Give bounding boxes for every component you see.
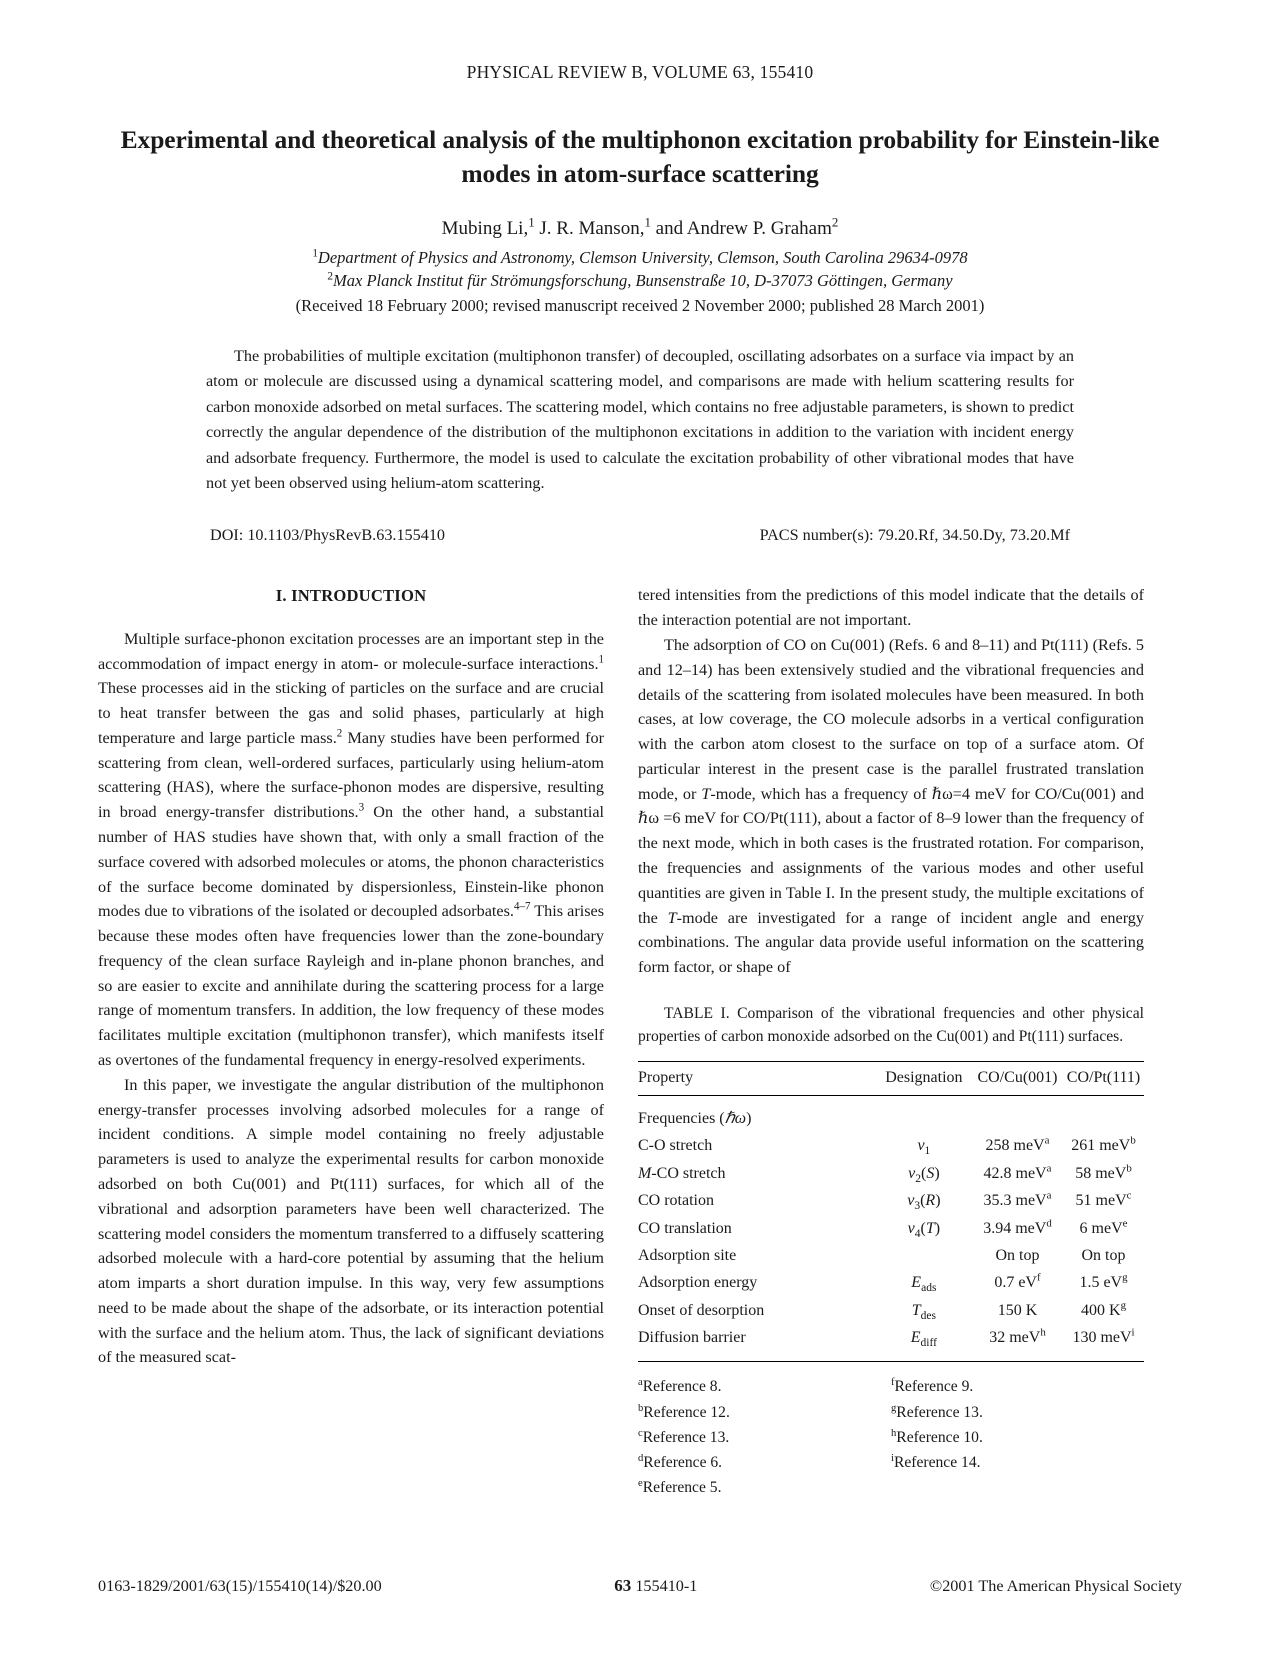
table-row [638,1105,1144,1132]
row-designation-eads: $E_{ads}$ [911,1274,937,1295]
footnote-g: $^g$Reference 13. [891,1402,983,1421]
table-header-cu: CO/Cu(001) [977,1068,1058,1086]
table-caption: TABLE I. Comparison of the vibrational frequencies and other physical properties of carbon monoxide adsorbed on the Cu(001) and Pt(111) surfaces. [638,1004,1144,1046]
footer-volume: 63 [614,1576,632,1595]
row-designation-nu2: $\nu_2(S)$ [908,1164,940,1185]
row-property-adsorption-site: Adsorption site [638,1246,737,1264]
right-paragraph-2: The adsorption of CO on Cu(001) (Refs. 6 and 8–11) and Pt(111) (Refs. 5 and 12–14) has been extensively studied and the vibrational frequencies and details of the scattering from isolated molecules have been measured. In both cases, at low coverage, the CO molecule adsorbs in a vertical configuration with the carbon atom closest to the surface on top of a surface atom. Of particular interest in the present case is the parallel frustrated translation mode, or T-mode, which has a frequency of ℏω=4 meV for CO/Cu(001) and ℏω =6 meV for CO/Pt(111), about a factor of 8–9 lower than the frequency of the next mode, which in both cases is the frustrated rotation. For comparison, the frequencies and assignments of the various modes and other useful quantities are given in Table I. In the present study, the multiple excitations of the T-mode are investigated for a range of incident angle and energy combinations. The angular data provide useful information on the scattering form factor, or shape of [638,635,1144,977]
row-property-diffusion-barrier: Diffusion barrier [638,1329,746,1347]
received-dates: (Received 18 February 2000; revised manuscript received 2 November 2000; published 28 March 2001) [295,296,985,316]
table-footnotes-right [891,1374,1144,1500]
author-name-3: and Andrew P. Graham [650,217,832,239]
pacs-text: PACS number(s): 79.20.Rf, 34.50.Dy, 73.20.Mf [759,526,1070,545]
footnote-d: $^d$Reference 6. [638,1452,723,1472]
row-designation-nu4: $\nu_4(T)$ [907,1219,941,1240]
table-header-row [638,1062,1144,1096]
row-property-adsorption-energy: Adsorption energy [638,1274,758,1292]
row-designation-tdes: $T_{des}$ [911,1301,936,1323]
affiliation-marker-2: 2 [327,270,333,283]
table-properties [638,1061,1144,1363]
footer-issn: 0163-1829/2001/63(15)/155410(14)/$20.00 [98,1577,382,1595]
row-pt-adsorption-energy: 1.5 $eV^g$ [1079,1272,1128,1292]
affiliation-1 [98,246,1182,269]
row-cu-onset-desorption: 150 K [997,1301,1038,1319]
footnote-b: $^b$Reference 12. [638,1402,730,1421]
author-affil-marker-1: 1 [528,214,535,230]
affiliation-text-2: Max Planck Institut für Strömungsforschung, Bunsenstraße 10, D-37073 Göttingen, Germany [333,270,953,290]
row-designation-nu3: $\nu_3(R)$ [907,1192,941,1213]
footer-copyright: ©2001 The American Physical Society [929,1577,1182,1595]
doi-text: DOI: 10.1103/PhysRevB.63.155410 [210,526,446,545]
right-paragraph-1: tered intensities from the predictions of this model indicate that the details of the interaction potential are not important. [638,586,1144,630]
table-spacer [638,1352,1144,1362]
left-column [98,583,604,1500]
footnote-a: $^a$Reference 8. [638,1377,722,1396]
table-header-property: Property [638,1068,694,1086]
row-cu-adsorption-energy: 0.7 $eV^f$ [994,1272,1041,1292]
right-column [638,583,1144,1500]
table-row [638,1325,1144,1352]
journal-header: PHYSICAL REVIEW B, VOLUME 63, 155410 [466,62,814,82]
author-name-2: J. R. Manson, [534,217,645,239]
table-row [638,1188,1144,1215]
row-property-frequencies: Frequencies (ℏω) [638,1109,752,1127]
affiliation-2 [98,269,1182,292]
row-property-co-translation: CO translation [638,1219,732,1237]
row-pt-co-stretch: 261 meV$^b$ [1071,1134,1136,1155]
page-title: Experimental and theoretical analysis of the multiphonon excitation probability for Einstein-like modes in atom-surface scattering [120,125,1160,188]
row-property-onset-desorption: Onset of desorption [638,1301,765,1319]
table-spacer [638,1096,1144,1105]
page-footer [98,1576,1182,1596]
row-cu-co-rotation: 35.3 meV$^a$ [983,1189,1052,1210]
row-pt-co-rotation: 51 meV$^c$ [1075,1189,1132,1210]
table-header-designation: Designation [885,1068,963,1086]
author-affil-marker-3: 2 [831,214,839,230]
row-property-m-co-stretch: M-CO stretch [638,1164,726,1182]
footnote-h: $^h$Reference 10. [891,1427,983,1446]
footer-article-id: 155410-1 [635,1577,698,1595]
table-block [638,1002,1144,1501]
row-pt-adsorption-site: On top [1081,1246,1126,1264]
table-bottom-rule [638,1362,1144,1363]
footer-page-number [614,1576,697,1596]
row-designation-nu1: $\nu_1$ [917,1137,931,1158]
table-footnotes-left [638,1374,891,1500]
table-row [638,1297,1144,1324]
author-name-1: Mubing Li, [441,217,529,239]
body-columns [98,583,1182,1500]
footnote-c: $^c$Reference 13. [638,1427,730,1446]
row-property-co-rotation: CO rotation [638,1192,714,1210]
row-pt-co-translation: 6 meV$^e$ [1079,1217,1128,1237]
affiliation-text-1: Department of Physics and Astronomy, Clemson University, Clemson, South Carolina 29634-0978 [317,247,968,267]
row-cu-m-co-stretch: 42.8 meV$^a$ [983,1162,1052,1182]
row-property-co-stretch: C-O stretch [638,1137,713,1155]
affiliation-marker-1: 1 [312,247,318,259]
intro-paragraph-2: In this paper, we investigate the angular distribution of the multiphonon energy-transfer processes involving adsorbed molecules for a range of incident conditions. A simple model containing no freely adjustable parameters is used to analyze the experimental results for carbon monoxide adsorbed on both Cu(001) and Pt(111) surfaces, for which all of the vibrational and adsorption parameters have been well characterized. The scattering model considers the momentum transferred to a diffusely scattering adsorbed molecule with a hard-core potential by assuming that the helium atom imparts a short duration impulse. In this way, very few assumptions need to be made about the shape of the adsorbate, or its interaction potential with the surface and the helium atom. Thus, the lack of significant deviations of the measured scat- [98,1075,604,1367]
row-pt-m-co-stretch: 58 meV$^b$ [1075,1162,1132,1182]
row-cu-adsorption-site: On top [995,1246,1040,1264]
table-row [638,1133,1144,1160]
abstract: The probabilities of multiple excitation (multiphonon transfer) of decoupled, oscillating adsorbates on a surface via impact by an atom or molecule are discussed using a dynamical scattering model, and comparisons are made with helium scattering results for carbon monoxide adsorbed on metal surfaces. The scattering model, which contains no free adjustable parameters, is shown to predict correctly the angular dependence of the distribution of the multiphonon excitations in addition to the variation with incident energy and adsorbate frequency. Furthermore, the model is used to calculate the excitation probability of other vibrational modes that have not yet been observed using helium-atom scattering. [206,346,1074,492]
table-header-pt: CO/Pt(111) [1066,1068,1141,1086]
table-row [638,1242,1144,1269]
footnote-i: $^i$Reference 14. [891,1452,981,1472]
row-designation-ediff: $E_{diff}$ [910,1329,937,1350]
row-pt-onset-desorption: 400 $K^g$ [1081,1299,1126,1319]
row-cu-co-translation: 3.94 meV$^d$ [983,1217,1052,1237]
table-row [638,1270,1144,1297]
footnote-e: $^e$Reference 5. [638,1478,722,1497]
doi-pacs-row [210,526,1074,545]
table-row [638,1160,1144,1187]
footnote-f: $^f$Reference 9. [891,1377,974,1396]
row-cu-diffusion-barrier: 32 meV$^h$ [989,1327,1046,1347]
section-heading-introduction: I. INTRODUCTION [275,586,427,606]
intro-paragraph-1: Multiple surface-phonon excitation processes are an important step in the accommodation of impact energy in atom- or molecule-surface interactions.$^1$ These processes aid in the sticking of particles on the surface and are crucial to heat transfer between the gas and solid phases, particularly at high temperature and large particle mass.$^2$ Many studies have been performed for scattering from clean, well-ordered surfaces, particularly using helium-atom scattering (HAS), where the surface-phonon modes are dispersive, resulting in broad energy-transfer distributions.$^3$ On the other hand, a substantial number of HAS studies have shown that, with only a small fraction of the surface covered with adsorbed molecules or atoms, the phonon characteristics of the surface become dominated by dispersionless, Einstein-like phonon modes due to vibrations of the isolated or decoupled adsorbates.$^{4-7}$ This arises because these modes often have frequencies lower than the zone-boundary frequency of the clean surface Rayleigh and in-plane phonon branches, and so are easier to excite and annihilate during the scattering process for a large range of momentum transfers. In addition, the low frequency of these modes facilitates multiple excitation (multiphonon transfer), which manifests itself as overtones of the fundamental frequency in energy-resolved experiments. [98,629,604,1070]
row-pt-diffusion-barrier: 130 meV$^i$ [1072,1327,1135,1347]
author-affil-marker-2: 1 [644,214,651,230]
row-cu-co-stretch: 258 meV$^a$ [985,1134,1050,1155]
table-footnotes [638,1374,1144,1500]
author-list [98,214,1182,242]
table-row [638,1215,1144,1242]
